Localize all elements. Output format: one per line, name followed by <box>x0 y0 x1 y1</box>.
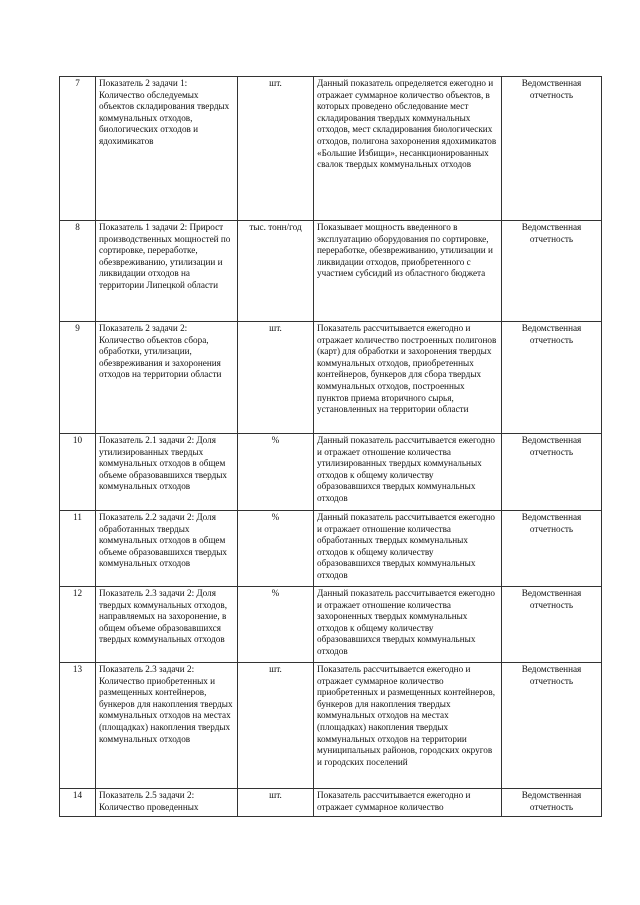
unit-of-measure: шт. <box>238 322 314 434</box>
table-row <box>60 77 602 221</box>
row-number: 12 <box>60 587 96 663</box>
table-row <box>60 587 602 663</box>
row-number: 13 <box>60 663 96 789</box>
row-number: 8 <box>60 221 96 322</box>
indicator-name: Показатель 2 задачи 2: Количество объектов сбора, обработки, утилизации, обезвреживания и захоронения отходов на территории области <box>96 322 238 434</box>
row-number: 14 <box>60 789 96 817</box>
indicators-table <box>59 76 602 817</box>
indicator-description: Показывает мощность введенного в эксплуатацию оборудования по сортировке, переработке, обезвреживанию, утилизации и ликвидации отходов, приобретенного с участием субсидий из областного бюджета <box>314 221 502 322</box>
unit-of-measure: шт. <box>238 789 314 817</box>
indicator-description: Показатель рассчитывается ежегодно и отражает количество построенных полигонов (карт) для обработки и захоронения твердых коммунальных отходов, приобретенных контейнеров, бункеров для сбора твердых коммунальных отходов, построенных пунктов приема вторичного сырья, установленных на территории области <box>314 322 502 434</box>
unit-of-measure: тыс. тонн/год <box>238 221 314 322</box>
data-source: Ведомственная отчетность <box>502 663 602 789</box>
indicator-name: Показатель 2.5 задачи 2: Количество проведенных <box>96 789 238 817</box>
indicator-description: Данный показатель рассчитывается ежегодно и отражает отношение количества захороненных твердых коммунальных отходов к общему количеству образовавшихся твердых коммунальных отходов <box>314 587 502 663</box>
unit-of-measure: шт. <box>238 663 314 789</box>
row-number: 9 <box>60 322 96 434</box>
table-row <box>60 434 602 511</box>
unit-of-measure: % <box>238 511 314 587</box>
data-source: Ведомственная отчетность <box>502 434 602 511</box>
row-number: 7 <box>60 77 96 221</box>
indicator-description: Данный показатель рассчитывается ежегодно и отражает отношение количества обработанных твердых коммунальных отходов к общему количеству образовавшихся твердых коммунальных отходов <box>314 511 502 587</box>
unit-of-measure: % <box>238 434 314 511</box>
indicator-name: Показатель 2.2 задачи 2: Доля обработанных твердых коммунальных отходов в общем объеме образовавшихся твердых коммунальных отходов <box>96 511 238 587</box>
indicator-description: Данный показатель определяется ежегодно и отражает суммарное количество объектов, в которых проведено обследование мест складирования твердых коммунальных отходов, мест складирования биологических отходов, полигона захоронения ядохимикатов «Большие Избищи», несанкционированных свалок твердых коммунальных отходов <box>314 77 502 221</box>
indicator-description: Показатель рассчитывается ежегодно и отражает суммарное количество приобретенных и размещенных контейнеров, бункеров для накопления твердых коммунальных отходов на местах (площадках) накопления твердых коммунальных отходов на территории муниципальных районов, городских округов и городских поселений <box>314 663 502 789</box>
indicator-name: Показатель 2.3 задачи 2: Доля твердых коммунальных отходов, направляемых на захоронение, в общем объеме образовавшихся твердых коммунальных отходов <box>96 587 238 663</box>
table-row <box>60 663 602 789</box>
indicator-description: Показатель рассчитывается ежегодно и отражает суммарное количество <box>314 789 502 817</box>
row-number: 10 <box>60 434 96 511</box>
table-row <box>60 511 602 587</box>
data-source: Ведомственная отчетность <box>502 789 602 817</box>
indicators-table-body <box>60 77 602 817</box>
data-source: Ведомственная отчетность <box>502 511 602 587</box>
data-source: Ведомственная отчетность <box>502 587 602 663</box>
table-row <box>60 322 602 434</box>
unit-of-measure: шт. <box>238 77 314 221</box>
indicator-description: Данный показатель рассчитывается ежегодно и отражает отношение количества утилизированных твердых коммунальных отходов к общему количеству образовавшихся твердых коммунальных отходов <box>314 434 502 511</box>
data-source: Ведомственная отчетность <box>502 322 602 434</box>
data-source: Ведомственная отчетность <box>502 77 602 221</box>
indicator-name: Показатель 2.1 задачи 2: Доля утилизированных твердых коммунальных отходов в общем объеме образовавшихся твердых коммунальных отходов <box>96 434 238 511</box>
row-number: 11 <box>60 511 96 587</box>
table-row <box>60 789 602 817</box>
data-source: Ведомственная отчетность <box>502 221 602 322</box>
unit-of-measure: % <box>238 587 314 663</box>
table-row <box>60 221 602 322</box>
indicator-name: Показатель 2.3 задачи 2: Количество приобретенных и размещенных контейнеров, бункеров для накопления твердых коммунальных отходов на местах (площадках) накопления твердых коммунальных отходов <box>96 663 238 789</box>
indicator-name: Показатель 1 задачи 2: Прирост производственных мощностей по сортировке, переработке, обезвреживанию, утилизации и ликвидации отходов на территории Липецкой области <box>96 221 238 322</box>
indicator-name: Показатель 2 задачи 1: Количество обследуемых объектов складирования твердых коммунальных отходов, биологических отходов и ядохимикатов <box>96 77 238 221</box>
